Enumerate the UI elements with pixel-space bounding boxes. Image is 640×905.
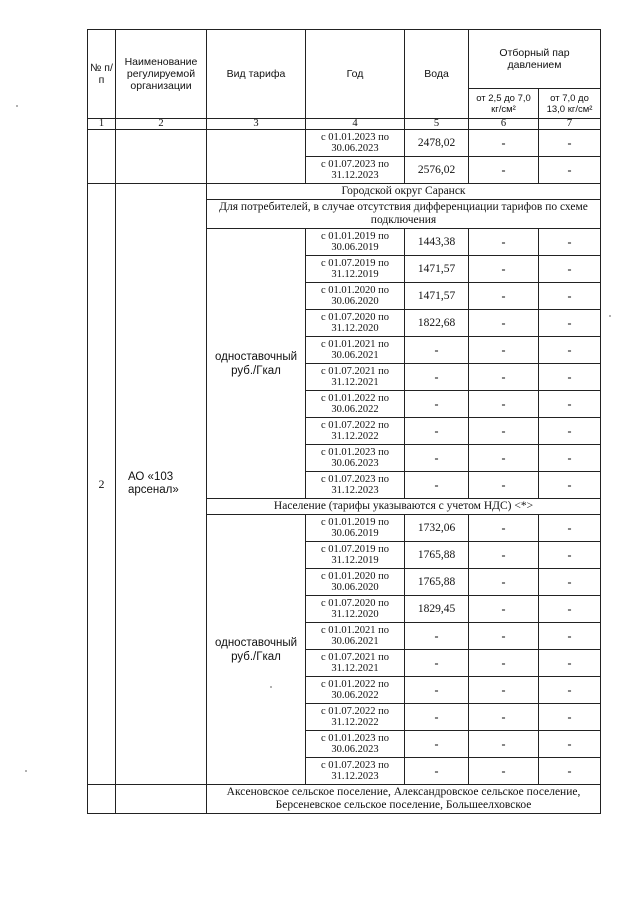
steam-high-value: - [539,569,601,596]
column-number: 6 [469,119,539,130]
tariff-table [87,29,601,814]
steam-low-value: - [469,445,539,472]
water-value: - [405,731,469,758]
district-row [88,184,601,200]
period-cell: с 01.07.2020 по 31.12.2020 [306,596,405,623]
steam-high-value: - [539,623,601,650]
steam-low-value: - [469,623,539,650]
period-cell: с 01.01.2023 по 30.06.2023 [306,731,405,758]
steam-low-value: - [469,704,539,731]
period-cell: с 01.07.2022 по 31.12.2022 [306,704,405,731]
water-value: 1471,57 [405,256,469,283]
header-steam-high: от 7,0 до 13,0 кг/см² [539,89,601,119]
water-value: - [405,445,469,472]
tariff-type: одноставочный руб./Гкал [207,515,306,785]
period-cell: с 01.07.2021 по 31.12.2021 [306,650,405,677]
scan-speck [25,770,27,772]
num-cell [88,785,116,814]
column-number: 2 [116,119,207,130]
column-number: 5 [405,119,469,130]
steam-low-value: - [469,677,539,704]
period-cell: с 01.07.2019 по 31.12.2019 [306,542,405,569]
period-cell: с 01.01.2020 по 30.06.2020 [306,569,405,596]
steam-high-value: - [539,596,601,623]
header-org: Наименование регулируемой организации [116,30,207,119]
steam-low-value: - [469,229,539,256]
period-cell: с 01.01.2022 по 30.06.2022 [306,391,405,418]
scan-speck [609,315,611,317]
steam-high-value: - [539,229,601,256]
period-cell: с 01.01.2023 по 30.06.2023 [306,445,405,472]
steam-low-value: - [469,418,539,445]
period-cell: с 01.01.2020 по 30.06.2020 [306,283,405,310]
water-value: 1732,06 [405,515,469,542]
water-value: 1822,68 [405,310,469,337]
period-cell: с 01.01.2023 по 30.06.2023 [306,130,405,157]
steam-high-value: - [539,677,601,704]
period-cell: с 01.07.2019 по 31.12.2019 [306,256,405,283]
water-value: 1471,57 [405,283,469,310]
water-value: 2478,02 [405,130,469,157]
steam-low-value: - [469,569,539,596]
scan-speck [270,686,272,688]
period-cell: с 01.07.2023 по 31.12.2023 [306,758,405,785]
period-cell: с 01.07.2023 по 31.12.2023 [306,157,405,184]
steam-low-value: - [469,515,539,542]
tariff-cell [207,130,306,184]
steam-low-value: - [469,596,539,623]
water-value: 1765,88 [405,569,469,596]
period-cell: с 01.01.2021 по 30.06.2021 [306,337,405,364]
steam-high-value: - [539,704,601,731]
steam-high-value: - [539,157,601,184]
steam-low-value: - [469,758,539,785]
steam-high-value: - [539,364,601,391]
district-heading: Городской округ Саранск [207,184,601,200]
water-value: - [405,337,469,364]
org-cell [116,785,207,814]
column-number-row [88,119,601,130]
steam-low-value: - [469,472,539,499]
period-cell: с 01.07.2023 по 31.12.2023 [306,472,405,499]
header-num: № п/п [88,30,116,119]
steam-low-value: - [469,542,539,569]
steam-high-value: - [539,256,601,283]
steam-high-value: - [539,650,601,677]
column-number: 4 [306,119,405,130]
steam-low-value: - [469,391,539,418]
steam-low-value: - [469,157,539,184]
organization-name: АО «103 арсенал» [116,184,207,785]
steam-high-value: - [539,515,601,542]
water-value: - [405,391,469,418]
water-value: - [405,364,469,391]
steam-high-value: - [539,472,601,499]
org-cell [116,130,207,184]
table-row [88,785,601,814]
steam-high-value: - [539,310,601,337]
column-number: 3 [207,119,306,130]
water-value: - [405,472,469,499]
period-cell: с 01.07.2021 по 31.12.2021 [306,364,405,391]
table-row [88,130,601,157]
steam-high-value: - [539,418,601,445]
period-cell: с 01.01.2021 по 30.06.2021 [306,623,405,650]
period-cell: с 01.07.2020 по 31.12.2020 [306,310,405,337]
header-steam-low: от 2,5 до 7,0 кг/см² [469,89,539,119]
period-cell: с 01.01.2022 по 30.06.2022 [306,677,405,704]
tariff-type: одноставочный руб./Гкал [207,229,306,499]
steam-high-value: - [539,758,601,785]
water-value: - [405,623,469,650]
water-value: - [405,758,469,785]
header-steam: Отборный пар давлением [469,30,601,89]
period-cell: с 01.07.2022 по 31.12.2022 [306,418,405,445]
row-number: 2 [88,184,116,785]
steam-high-value: - [539,391,601,418]
water-value: 2576,02 [405,157,469,184]
water-value: 1765,88 [405,542,469,569]
header-water: Вода [405,30,469,119]
water-value: - [405,677,469,704]
water-value: 1829,45 [405,596,469,623]
steam-low-value: - [469,650,539,677]
period-cell: с 01.01.2019 по 30.06.2019 [306,515,405,542]
water-value: - [405,650,469,677]
steam-high-value: - [539,130,601,157]
steam-low-value: - [469,310,539,337]
section-heading: Для потребителей, в случае отсутствия дифференциации тарифов по схеме подключения [207,200,601,229]
steam-high-value: - [539,337,601,364]
steam-low-value: - [469,130,539,157]
scan-speck [16,105,18,107]
column-number: 7 [539,119,601,130]
district-heading: Аксеновское сельское поселение, Александровское сельское поселение, Берсеневское сельское поселение, Большеелховское [207,785,601,814]
steam-low-value: - [469,283,539,310]
num-cell [88,130,116,184]
steam-low-value: - [469,364,539,391]
period-cell: с 01.01.2019 по 30.06.2019 [306,229,405,256]
steam-low-value: - [469,256,539,283]
column-number: 1 [88,119,116,130]
steam-low-value: - [469,337,539,364]
steam-high-value: - [539,283,601,310]
steam-low-value: - [469,731,539,758]
water-value: - [405,704,469,731]
water-value: 1443,38 [405,229,469,256]
section-heading: Население (тарифы указываются с учетом НДС) <*> [207,499,601,515]
steam-high-value: - [539,445,601,472]
water-value: - [405,418,469,445]
header-tariff: Вид тарифа [207,30,306,119]
steam-high-value: - [539,542,601,569]
steam-high-value: - [539,731,601,758]
header-year: Год [306,30,405,119]
